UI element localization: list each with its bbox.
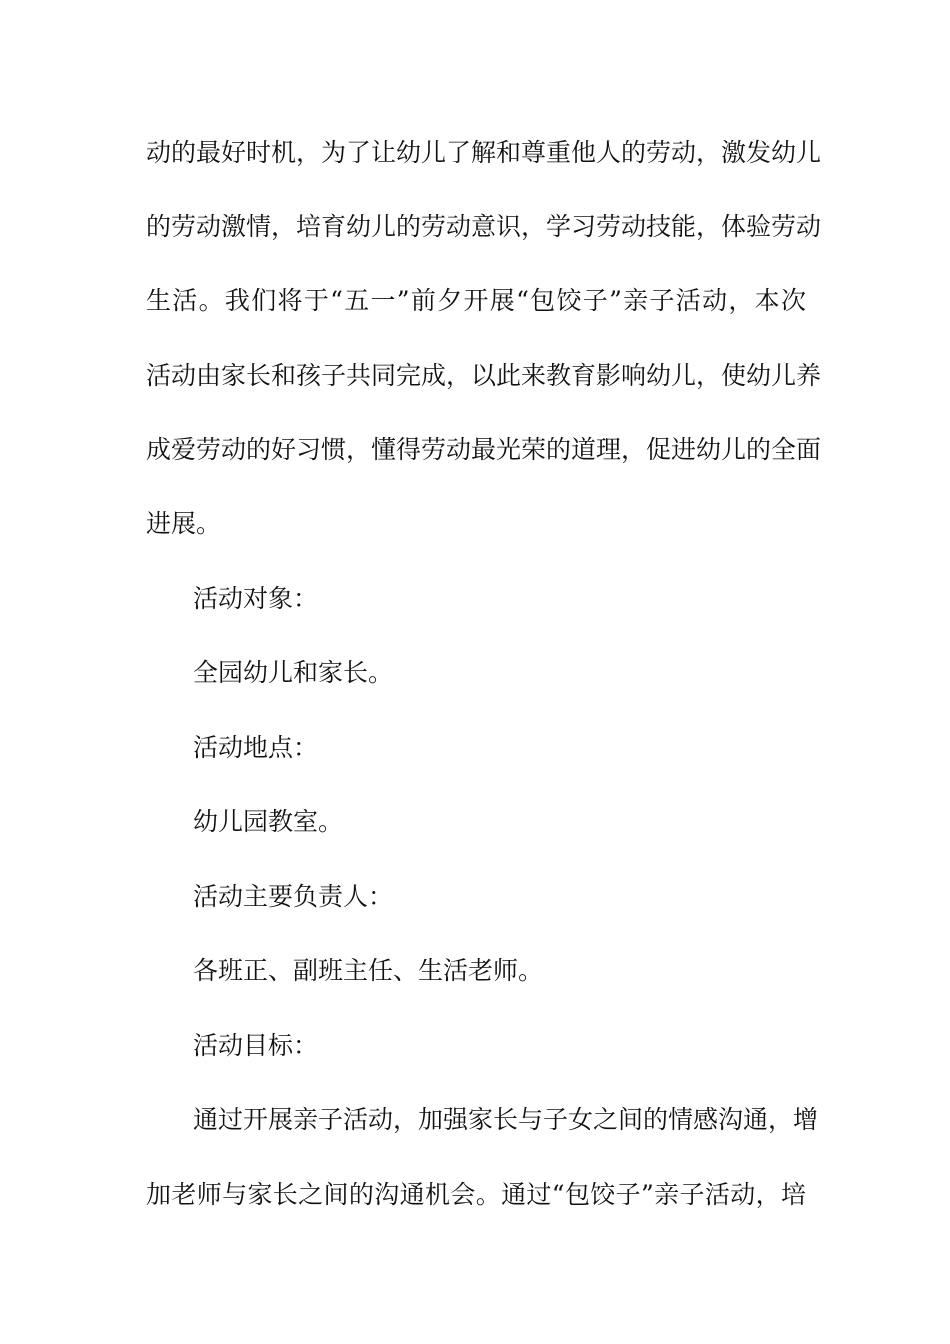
paragraph-line: 进展。: [146, 509, 222, 538]
paragraph-line: 的劳动激情，培育幼儿的劳动意识，学习劳动技能，体验劳动: [146, 212, 822, 241]
paragraph-line: 生活。我们将于“五一”前夕开展“包饺子”亲子活动，本次: [146, 286, 806, 315]
goal-paragraph-line: 加老师与家长之间的沟通机会。通过“包饺子”亲子活动，培: [146, 1180, 806, 1209]
section-label-goal: 活动目标：: [193, 1031, 319, 1060]
section-label-target: 活动对象：: [193, 584, 319, 613]
paragraph-line: 动的最好时机，为了让幼儿了解和尊重他人的劳动，激发幼儿: [146, 138, 822, 167]
paragraph-line: 成爱劳动的好习惯，懂得劳动最光荣的道理，促进幼儿的全面: [146, 435, 822, 464]
section-value-leader: 各班正、副班主任、生活老师。: [193, 956, 544, 985]
paragraph-line: 活动由家长和孩子共同完成，以此来教育影响幼儿，使幼儿养: [146, 361, 822, 390]
section-label-leader: 活动主要负责人：: [193, 882, 394, 911]
section-label-place: 活动地点：: [193, 733, 319, 762]
goal-paragraph-line: 通过开展亲子活动，加强家长与子女之间的情感沟通，增: [193, 1105, 819, 1134]
section-value-place: 幼儿园教室。: [193, 807, 344, 836]
section-value-target: 全园幼儿和家长。: [193, 658, 394, 687]
